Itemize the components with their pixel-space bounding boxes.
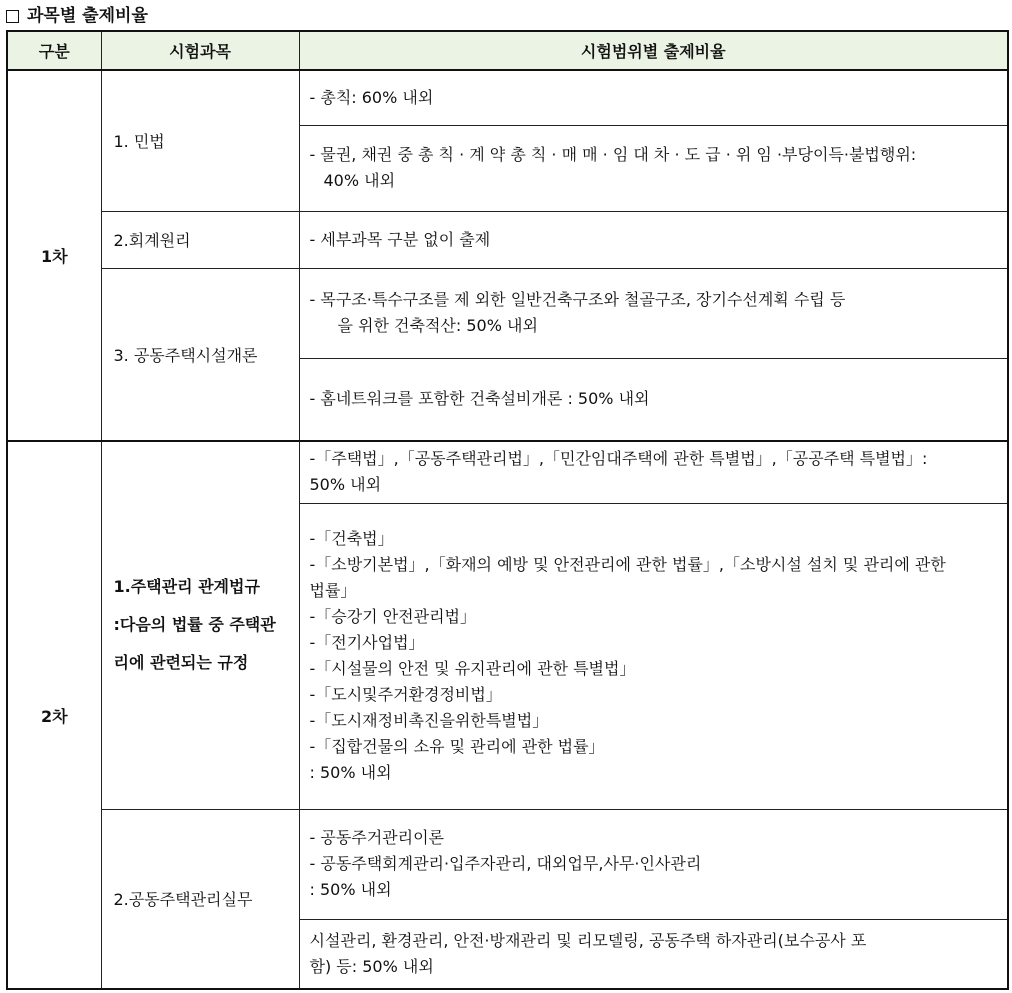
range-cell	[299, 441, 1008, 503]
range-text: : 50% 내외	[309, 763, 392, 782]
header-range-ratio: 시험범위별 출제비율	[299, 31, 1008, 70]
range-cell	[299, 125, 1008, 211]
subject-line: :다음의 법률 중 주택관	[113, 615, 276, 635]
subject-accounting: 2.회계원리	[101, 211, 299, 268]
range-text: -「도시재정비촉진을위한특별법」	[309, 711, 549, 730]
range-text: - 홈네트워크를 포함한 건축설비개론 : 50% 내외	[309, 389, 650, 408]
range-cell	[299, 919, 1008, 989]
range-text: : 50% 내외	[309, 880, 392, 899]
range-text: -「시설물의 안전 및 유지관리에 관한 특별법」	[309, 659, 636, 678]
header-subject: 시험과목	[101, 31, 299, 70]
subject-housing-practice: 2.공동주택관리실무	[101, 809, 299, 989]
range-text: -「집합건물의 소유 및 관리에 관한 법률」	[309, 737, 605, 756]
range-text: -「전기사업법」	[309, 633, 425, 652]
range-text: - 총칙: 60% 내외	[309, 87, 434, 107]
subject-civil-law: 1. 민법	[101, 70, 299, 211]
range-text: 50% 내외	[309, 475, 382, 495]
range-cell	[299, 503, 1008, 809]
header-category: 구분	[7, 31, 101, 70]
range-text: - 세부과목 구분 없이 출제	[309, 229, 491, 249]
range-cell	[299, 268, 1008, 358]
range-text: -「도시및주거환경정비법」	[309, 685, 502, 704]
range-text: 시설관리, 환경관리, 안전·방재관리 및 리모델링, 공동주택 하자관리(보수공사 포	[309, 930, 867, 950]
section-title-text: 과목별 출제비율	[27, 6, 148, 26]
range-text: -「승강기 안전관리법」	[309, 607, 477, 626]
range-text: - 공동주택회계관리·입주자관리, 대외업무,사무·인사관리	[309, 854, 702, 873]
range-cell	[299, 809, 1008, 919]
section-title	[6, 4, 148, 28]
subject-line: 1.주택관리 관계법규	[113, 577, 260, 597]
range-text: -「소방기본법」,「화재의 예방 및 안전관리에 관한 법률」,「소방시설 설치 및 관리에 관한	[309, 555, 946, 574]
range-text: 함) 등: 50% 내외	[309, 956, 434, 976]
range-text: -「건축법」	[309, 529, 394, 548]
subject-housing-law	[101, 441, 299, 809]
range-text: - 물권, 채권 중 총 칙 · 계 약 총 칙 · 매 매 · 임 대 차 · 도 급 · 위 임 ·부당이득·불법행위:	[309, 145, 917, 164]
range-cell	[299, 358, 1008, 440]
range-text: - 목구조·특수구조를 제 외한 일반건축구조와 철골구조, 장기수선계획 수립 등	[309, 290, 846, 309]
range-text: - 공동주거관리이론	[309, 828, 445, 847]
level-1-label: 1차	[7, 70, 101, 441]
range-text: 을 위한 건축적산: 50% 내외	[337, 316, 538, 335]
exam-ratio-table	[6, 30, 1009, 990]
range-text: 40% 내외	[323, 171, 396, 190]
subject-housing-facilities: 3. 공동주택시설개론	[101, 268, 299, 440]
range-text: 법률」	[309, 581, 357, 600]
range-cell	[299, 211, 1008, 268]
subject-line: 리에 관련되는 규정	[113, 653, 249, 673]
level-2-label: 2차	[7, 441, 101, 989]
range-text: -「주택법」,「공동주택관리법」,「민간임대주택에 관한 특별법」,「공공주택 특별법」:	[309, 449, 928, 469]
range-cell	[299, 70, 1008, 125]
checkbox-square-icon	[6, 10, 19, 23]
